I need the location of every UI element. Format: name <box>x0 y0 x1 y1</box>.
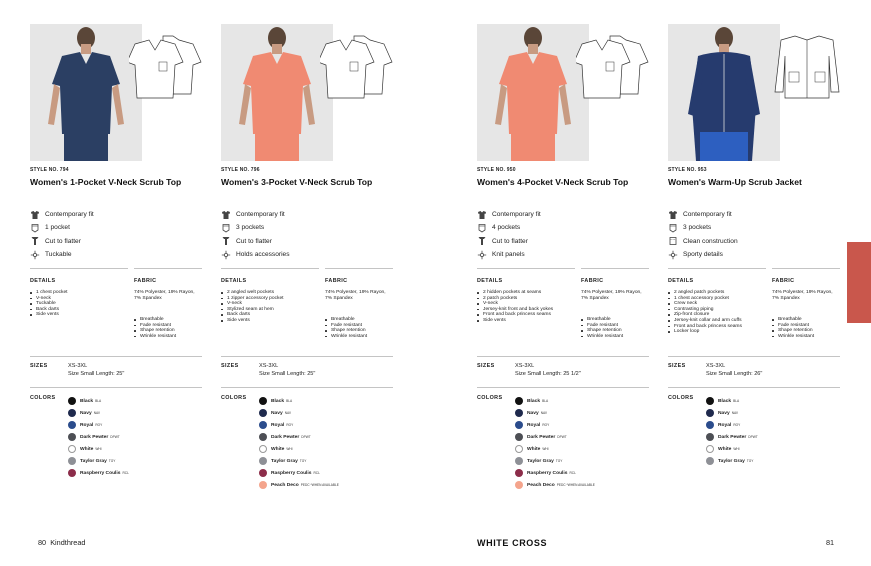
color-name: Dark Pewter <box>80 434 109 440</box>
color-code: TGY <box>746 459 754 463</box>
divider <box>134 268 202 269</box>
color-swatch <box>259 481 267 489</box>
product-photo <box>221 24 333 161</box>
color-name: White <box>80 446 94 452</box>
fabric-feature-item: Shape retention <box>134 328 202 334</box>
detail-item: Tuckable <box>30 301 130 307</box>
fabric-composition: 74% Polyester, 19% Rayon, 7% Spandex <box>134 290 195 301</box>
color-code: DPWT <box>557 435 567 439</box>
color-code: DPWT <box>748 435 758 439</box>
feature-item <box>477 208 649 221</box>
product-column <box>668 24 840 504</box>
color-swatch <box>259 457 267 465</box>
detail-item: V-neck <box>30 296 130 302</box>
color-list <box>706 395 758 467</box>
detail-item: 1 zipper accessory pocket <box>221 296 321 302</box>
color-code: WHI <box>95 447 102 451</box>
details-list <box>477 290 577 324</box>
fabric-feature-item: Breathable <box>134 317 202 323</box>
color-item <box>259 407 339 419</box>
color-item <box>68 431 129 443</box>
color-name: Raspberry Coulis <box>527 470 568 476</box>
color-name: Navy <box>527 410 539 416</box>
detail-item: V-neck <box>477 301 577 307</box>
color-swatch <box>68 469 76 477</box>
color-code: NAV <box>284 411 292 415</box>
fabric-feature-item: Breathable <box>772 317 840 323</box>
color-name: Raspberry Coulis <box>80 470 121 476</box>
color-code: RCL <box>569 471 576 475</box>
fabric-heading: FABRIC <box>772 278 795 284</box>
color-swatch <box>68 409 76 417</box>
divider <box>668 387 840 388</box>
flatter-icon <box>477 236 487 246</box>
color-name: Dark Pewter <box>271 434 300 440</box>
color-code: TGY <box>299 459 307 463</box>
color-name: Taylor Gray <box>271 458 298 464</box>
color-swatch <box>259 445 267 453</box>
detail-item: Side vents <box>477 318 577 324</box>
detail-item: V-neck <box>221 301 321 307</box>
product-name: Women's 1-Pocket V-Neck Scrub Top <box>30 177 182 187</box>
color-item <box>706 419 758 431</box>
colors-heading: COLORS <box>668 395 694 401</box>
feature-item <box>668 235 840 248</box>
color-name: Navy <box>271 410 283 416</box>
sizes-length-note: Size Small Length: 25" <box>68 371 125 377</box>
color-swatch <box>706 433 714 441</box>
color-swatch <box>68 433 76 441</box>
fabric-feature-item: Breathable <box>325 317 393 323</box>
color-code: DPWT <box>110 435 120 439</box>
color-name: Navy <box>718 410 730 416</box>
color-swatch <box>706 421 714 429</box>
color-code: ROY <box>733 423 741 427</box>
feature-item <box>30 235 202 248</box>
color-swatch <box>259 433 267 441</box>
details-heading: DETAILS <box>221 278 247 284</box>
color-item <box>706 443 758 455</box>
accessory-icon <box>668 250 678 260</box>
colors-heading: COLORS <box>221 395 247 401</box>
detail-item: Locker loop <box>668 329 768 335</box>
product-column <box>477 24 649 504</box>
color-code: NAV <box>93 411 101 415</box>
pocket-icon <box>30 223 40 233</box>
color-swatch <box>68 445 76 453</box>
color-code: NAV <box>731 411 739 415</box>
sizes-heading: SIZES <box>668 363 686 369</box>
color-item <box>68 395 129 407</box>
sizes-length-note: Size Small Length: 25 1/2" <box>515 371 581 377</box>
detail-item: Side vents <box>221 318 321 324</box>
detail-item: 2 hidden pockets at seams <box>477 290 577 296</box>
color-swatch <box>706 445 714 453</box>
color-name: Taylor Gray <box>527 458 554 464</box>
feature-text: Contemporary fit <box>683 211 732 219</box>
color-item <box>515 467 595 479</box>
feature-text: 1 pocket <box>45 224 70 232</box>
color-item <box>68 467 129 479</box>
color-code: PEDC *WHEN AVAILABLE <box>300 483 339 487</box>
color-item <box>515 443 595 455</box>
color-code: RCL <box>122 471 129 475</box>
color-item <box>515 419 595 431</box>
left-page-title: Kindthread <box>50 538 86 547</box>
color-list <box>68 395 129 479</box>
color-item <box>68 419 129 431</box>
color-name: White <box>527 446 541 452</box>
color-swatch <box>68 397 76 405</box>
pocket-icon <box>477 223 487 233</box>
feature-list <box>477 208 649 261</box>
color-swatch <box>706 397 714 405</box>
color-code: ROY <box>95 423 103 427</box>
color-name: White <box>271 446 285 452</box>
flat-sketch <box>129 32 209 102</box>
color-name: Black <box>271 398 285 404</box>
feature-item <box>477 235 649 248</box>
product-photo <box>30 24 142 161</box>
divider <box>221 387 393 388</box>
style-number: STYLE NO. 953 <box>668 167 707 173</box>
detail-item: Back darts <box>30 307 130 313</box>
color-code: DPWT <box>301 435 311 439</box>
color-swatch <box>259 469 267 477</box>
color-code: BLA <box>286 399 293 403</box>
fabric-features-list <box>581 317 649 339</box>
detail-item: Stylized seam at hem <box>221 307 321 313</box>
color-swatch <box>515 433 523 441</box>
color-code: BLA <box>95 399 102 403</box>
product-column <box>30 24 202 504</box>
fabric-features-list <box>772 317 840 339</box>
feature-text: Cut to flatter <box>492 237 528 245</box>
color-code: ROY <box>542 423 550 427</box>
fabric-feature-item: Shape retention <box>772 328 840 334</box>
color-code: BLA <box>733 399 740 403</box>
divider <box>477 268 575 269</box>
feature-text: 3 pockets <box>236 224 265 232</box>
color-name: White <box>718 446 732 452</box>
color-swatch <box>259 397 267 405</box>
divider <box>581 268 649 269</box>
color-swatch <box>515 481 523 489</box>
fabric-feature-item: Fade resistant <box>772 323 840 329</box>
color-name: Peach Deco <box>271 482 299 488</box>
color-name: Royal <box>271 422 285 428</box>
sizes-range: XS-3XL <box>706 363 726 369</box>
detail-item: Zip-front closure <box>668 312 768 318</box>
color-name: Black <box>718 398 732 404</box>
color-item <box>68 455 129 467</box>
color-list <box>259 395 339 491</box>
color-swatch <box>706 457 714 465</box>
detail-item: Back darts <box>221 312 321 318</box>
fabric-feature-item: Fade resistant <box>581 323 649 329</box>
detail-item: 2 patch pockets <box>477 296 577 302</box>
product-name: Women's Warm-Up Scrub Jacket <box>668 177 802 187</box>
color-swatch <box>515 421 523 429</box>
fabric-feature-item: Wrinkle resistant <box>134 334 202 340</box>
color-name: Taylor Gray <box>80 458 107 464</box>
detail-item: 1 chest pocket <box>30 290 130 296</box>
sizes-range: XS-3XL <box>515 363 535 369</box>
divider <box>668 268 766 269</box>
feature-item <box>668 221 840 234</box>
sizes-heading: SIZES <box>477 363 495 369</box>
detail-item: Jersey-knit collar and arm cuffs <box>668 318 768 324</box>
color-swatch <box>68 457 76 465</box>
color-item <box>515 407 595 419</box>
color-item <box>259 431 339 443</box>
color-code: WHI <box>286 447 293 451</box>
fabric-feature-item: Breathable <box>581 317 649 323</box>
color-item <box>515 395 595 407</box>
detail-item: 2 angled patch pockets <box>668 290 768 296</box>
divider <box>221 268 319 269</box>
fabric-feature-item: Shape retention <box>581 328 649 334</box>
divider <box>30 268 128 269</box>
feature-text: Contemporary fit <box>236 211 285 219</box>
feature-text: Tuckable <box>45 251 72 259</box>
details-heading: DETAILS <box>668 278 694 284</box>
color-name: Navy <box>80 410 92 416</box>
color-swatch <box>515 457 523 465</box>
fabric-feature-item: Shape retention <box>325 328 393 334</box>
brand-name: WHITE CROSS <box>477 538 548 548</box>
feature-item <box>221 221 393 234</box>
divider <box>30 356 202 357</box>
detail-item: Contrasting piping <box>668 307 768 313</box>
color-item <box>259 479 339 491</box>
details-list <box>30 290 130 318</box>
feature-item <box>30 208 202 221</box>
color-swatch <box>706 409 714 417</box>
fabric-heading: FABRIC <box>134 278 157 284</box>
fabric-feature-item: Wrinkle resistant <box>581 334 649 340</box>
divider <box>477 356 649 357</box>
fabric-feature-item: Fade resistant <box>325 323 393 329</box>
feature-item <box>221 208 393 221</box>
accessory-icon <box>477 250 487 260</box>
product-column <box>221 24 393 504</box>
fabric-feature-item: Wrinkle resistant <box>772 334 840 340</box>
flat-sketch <box>767 32 847 102</box>
style-number: STYLE NO. 794 <box>30 167 69 173</box>
sizes-heading: SIZES <box>221 363 239 369</box>
color-item <box>68 443 129 455</box>
color-item <box>706 431 758 443</box>
product-name: Women's 4-Pocket V-Neck Scrub Top <box>477 177 629 187</box>
divider <box>30 387 202 388</box>
feature-text: Contemporary fit <box>45 211 94 219</box>
flat-sketch <box>576 32 656 102</box>
left-page-footer <box>38 538 85 547</box>
fabric-heading: FABRIC <box>325 278 348 284</box>
feature-text: Cut to flatter <box>236 237 272 245</box>
color-swatch <box>515 409 523 417</box>
color-code: NAV <box>540 411 548 415</box>
color-item <box>706 407 758 419</box>
fabric-composition: 74% Polyester, 19% Rayon, 7% Spandex <box>325 290 386 301</box>
colors-heading: COLORS <box>477 395 503 401</box>
style-number: STYLE NO. 950 <box>477 167 516 173</box>
feature-list <box>30 208 202 261</box>
detail-item: Front and back princess seams <box>668 324 768 330</box>
color-swatch <box>515 397 523 405</box>
flatter-icon <box>30 236 40 246</box>
detail-item: Side vents <box>30 312 130 318</box>
divider <box>325 268 393 269</box>
fabric-features-list <box>325 317 393 339</box>
color-name: Peach Deco <box>527 482 555 488</box>
sizes-range: XS-3XL <box>68 363 88 369</box>
divider <box>668 356 840 357</box>
feature-item <box>477 248 649 261</box>
detail-item: Front and back princess seams <box>477 312 577 318</box>
fabric-feature-item: Fade resistant <box>134 323 202 329</box>
left-page-number: 80 <box>38 538 47 547</box>
color-swatch <box>68 421 76 429</box>
color-name: Royal <box>718 422 732 428</box>
feature-text: Holds accessories <box>236 251 290 259</box>
feature-text: Sporty details <box>683 251 723 259</box>
feature-text: Contemporary fit <box>492 211 541 219</box>
feature-item <box>477 221 649 234</box>
feature-list <box>221 208 393 261</box>
feature-text: 3 pockets <box>683 224 712 232</box>
style-number: STYLE NO. 796 <box>221 167 260 173</box>
color-code: WHI <box>733 447 740 451</box>
construction-icon <box>668 236 678 246</box>
fabric-composition: 74% Polyester, 19% Rayon, 7% Spandex <box>581 290 642 301</box>
color-code: ROY <box>286 423 294 427</box>
color-item <box>259 419 339 431</box>
color-name: Taylor Gray <box>718 458 745 464</box>
detail-item: 2 angled welt pockets <box>221 290 321 296</box>
sizes-length-note: Size Small Length: 25" <box>259 371 316 377</box>
divider <box>477 387 649 388</box>
color-item <box>259 443 339 455</box>
color-code: TGY <box>108 459 116 463</box>
color-name: Royal <box>527 422 541 428</box>
feature-item <box>30 221 202 234</box>
color-item <box>259 395 339 407</box>
color-item <box>259 455 339 467</box>
color-item <box>515 479 595 491</box>
color-item <box>68 407 129 419</box>
feature-text: Knit panels <box>492 251 525 259</box>
color-code: PEDC *WHEN AVAILABLE <box>556 483 595 487</box>
detail-item: Jersey-knit front and back yokes <box>477 307 577 313</box>
contemporary-fit-icon <box>668 210 678 220</box>
colors-heading: COLORS <box>30 395 56 401</box>
color-name: Dark Pewter <box>527 434 556 440</box>
divider <box>221 356 393 357</box>
product-photo <box>477 24 589 161</box>
color-code: WHI <box>542 447 549 451</box>
color-swatch <box>515 469 523 477</box>
color-code: RCL <box>313 471 320 475</box>
feature-text: Clean construction <box>683 237 738 245</box>
color-swatch <box>515 445 523 453</box>
right-page-number: 81 <box>826 538 835 547</box>
color-swatch <box>259 421 267 429</box>
detail-item: Crew neck <box>668 301 768 307</box>
flatter-icon <box>221 236 231 246</box>
feature-item <box>221 248 393 261</box>
contemporary-fit-icon <box>477 210 487 220</box>
accessory-icon <box>221 250 231 260</box>
flat-sketch <box>320 32 400 102</box>
pocket-icon <box>668 223 678 233</box>
details-list <box>668 290 768 335</box>
color-list <box>515 395 595 491</box>
fabric-features-list <box>134 317 202 339</box>
section-tab <box>847 242 871 323</box>
color-code: BLA <box>542 399 549 403</box>
feature-text: Cut to flatter <box>45 237 81 245</box>
color-item <box>706 455 758 467</box>
color-name: Dark Pewter <box>718 434 747 440</box>
feature-item <box>221 235 393 248</box>
product-name: Women's 3-Pocket V-Neck Scrub Top <box>221 177 373 187</box>
color-item <box>259 467 339 479</box>
color-name: Royal <box>80 422 94 428</box>
sizes-length-note: Size Small Length: 26" <box>706 371 763 377</box>
fabric-feature-item: Wrinkle resistant <box>325 334 393 340</box>
details-list <box>221 290 321 324</box>
product-photo <box>668 24 780 161</box>
color-item <box>515 455 595 467</box>
contemporary-fit-icon <box>221 210 231 220</box>
contemporary-fit-icon <box>30 210 40 220</box>
details-heading: DETAILS <box>30 278 56 284</box>
details-heading: DETAILS <box>477 278 503 284</box>
color-item <box>706 395 758 407</box>
feature-item <box>30 248 202 261</box>
color-name: Black <box>80 398 94 404</box>
feature-item <box>668 248 840 261</box>
feature-list <box>668 208 840 261</box>
detail-item: 1 chest accessory pocket <box>668 296 768 302</box>
color-swatch <box>259 409 267 417</box>
divider <box>772 268 840 269</box>
fabric-composition: 74% Polyester, 19% Rayon, 7% Spandex <box>772 290 833 301</box>
feature-text: 4 pockets <box>492 224 521 232</box>
sizes-heading: SIZES <box>30 363 48 369</box>
feature-item <box>668 208 840 221</box>
fabric-heading: FABRIC <box>581 278 604 284</box>
pocket-icon <box>221 223 231 233</box>
color-name: Raspberry Coulis <box>271 470 312 476</box>
color-name: Black <box>527 398 541 404</box>
accessory-icon <box>30 250 40 260</box>
color-item <box>515 431 595 443</box>
color-code: TGY <box>555 459 563 463</box>
sizes-range: XS-3XL <box>259 363 279 369</box>
